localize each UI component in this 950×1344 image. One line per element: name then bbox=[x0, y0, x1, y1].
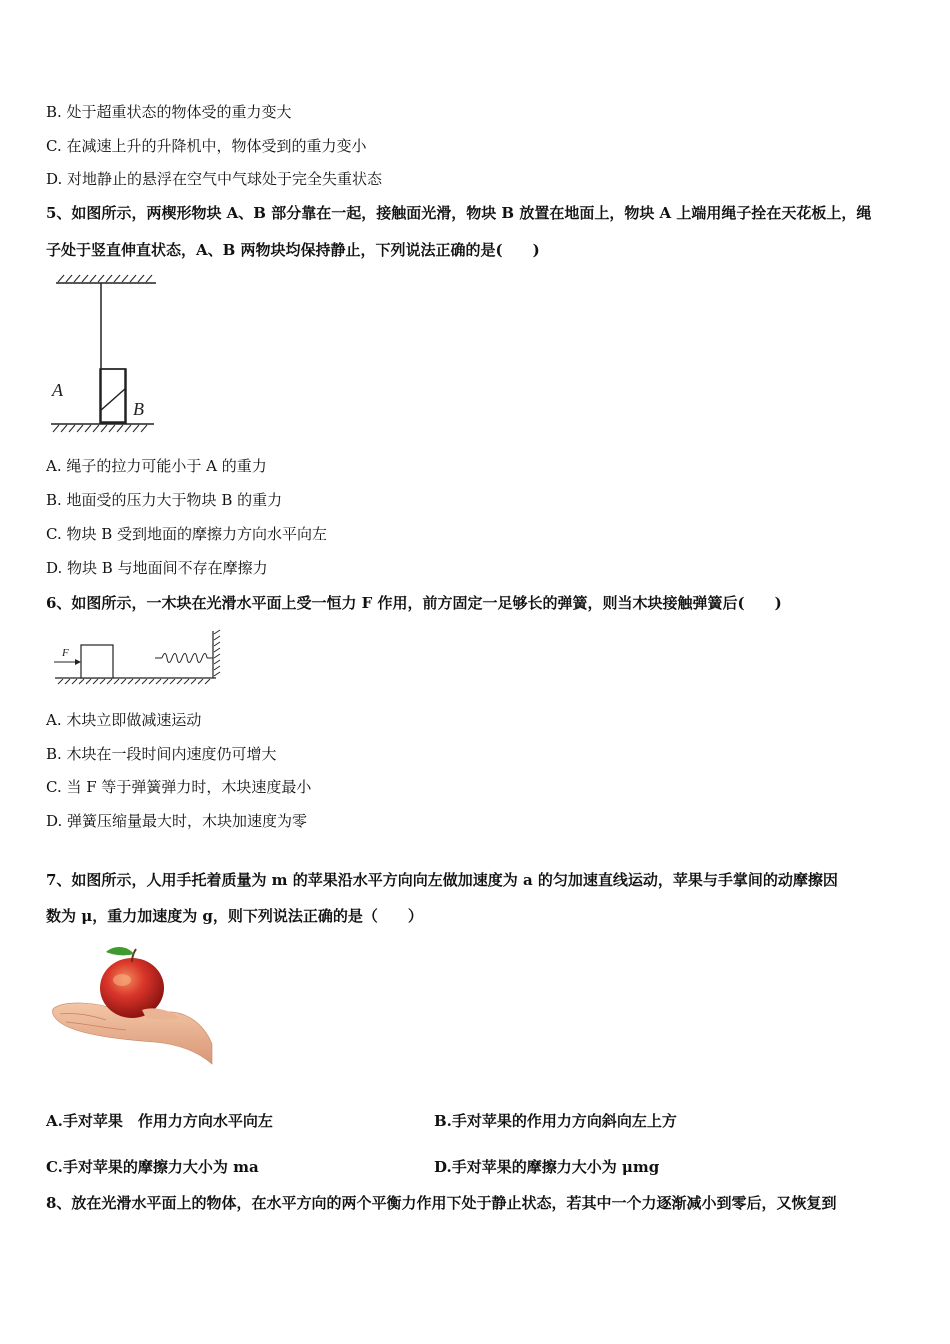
q5-stem-line1: 5、如图所示，两楔形物块 A、B 部分靠在一起，接触面光滑，物块 B 放置在地面上，物块 A 上端用绳子拴在天花板上，绳 bbox=[46, 204, 872, 222]
q5-wedge-figure bbox=[46, 272, 166, 437]
q7-stem-line1: 7、如图所示，人用手托着质量为 m 的苹果沿水平方向向左做加速度为 a 的匀加速直线运动，苹果与手掌间的动摩擦因 bbox=[46, 871, 838, 889]
q4-option-d: D. 对地静止的悬浮在空气中气球处于完全失重状态 bbox=[46, 170, 383, 188]
q5-option-a: A. 绳子的拉力可能小于 A 的重力 bbox=[46, 457, 267, 475]
q5-option-d: D. 物块 B 与地面间不存在摩擦力 bbox=[46, 559, 268, 577]
q7-option-d: D.手对苹果的摩擦力大小为 μmg bbox=[434, 1158, 660, 1176]
q8-stem-line1: 8、放在光滑水平面上的物体，在水平方向的两个平衡力作用下处于静止状态，若其中一个力逐渐减小到零后，又恢复到 bbox=[46, 1194, 837, 1212]
q7-option-a: A.手对苹果 作用力方向水平向左 bbox=[46, 1112, 273, 1130]
q6-spring-figure bbox=[50, 628, 225, 690]
q6-label-f: F bbox=[62, 647, 69, 659]
q5-option-b: B. 地面受的压力大于物块 B 的重力 bbox=[46, 491, 283, 509]
q6-option-b: B. 木块在一段时间内速度仍可增大 bbox=[46, 745, 277, 763]
q5-stem-line2: 子处于竖直伸直状态，A、B 两物块均保持静止，下列说法正确的是( ) bbox=[46, 241, 540, 259]
q4-option-b: B. 处于超重状态的物体受的重力变大 bbox=[46, 103, 292, 121]
q7-apple-hand-image bbox=[46, 940, 214, 1066]
q7-option-b: B.手对苹果的作用力方向斜向左上方 bbox=[434, 1112, 677, 1130]
q6-option-a: A. 木块立即做减速运动 bbox=[46, 711, 202, 729]
q6-option-c: C. 当 F 等于弹簧弹力时，木块速度最小 bbox=[46, 778, 312, 796]
q5-label-b: B bbox=[133, 399, 144, 419]
q6-stem: 6、如图所示，一木块在光滑水平面上受一恒力 F 作用，前方固定一足够长的弹簧，则当木块接触弹簧后( ) bbox=[46, 594, 782, 612]
q7-stem-line2: 数为 μ，重力加速度为 g，则下列说法正确的是（ ） bbox=[46, 907, 423, 925]
q5-label-a: A bbox=[52, 380, 63, 400]
q6-option-d: D. 弹簧压缩量最大时，木块加速度为零 bbox=[46, 812, 308, 830]
q4-option-c: C. 在减速上升的升降机中，物体受到的重力变小 bbox=[46, 137, 367, 155]
q5-option-c: C. 物块 B 受到地面的摩擦力方向水平向左 bbox=[46, 525, 328, 543]
q7-option-c: C.手对苹果的摩擦力大小为 ma bbox=[46, 1158, 259, 1176]
